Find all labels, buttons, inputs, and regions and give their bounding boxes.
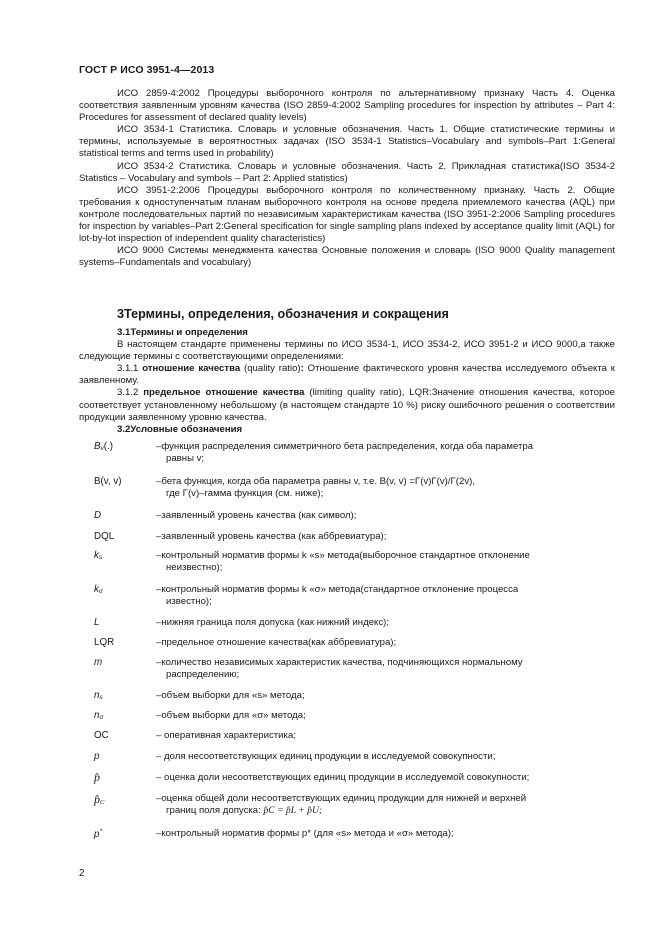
symbol-description: –количество независимых характеристик качества, подчиняющихся нормальному распределению;: [156, 657, 523, 681]
symbol-description: –нижняя граница поля допуска (как нижний индекс);: [156, 617, 389, 628]
symbol-description: –предельное отношение качества(как аббревиатура);: [156, 637, 397, 648]
symbol-description: –контрольный норматив формы k «σ» метода(стандартное отклонение процесса известно);: [156, 584, 519, 608]
formula-p-hat-c: p̂C = p̂L + p̂U;: [263, 805, 323, 817]
symbol-ns: ns: [94, 690, 103, 701]
subsection-title: 3.2Условные обозначения: [117, 423, 243, 435]
symbol-nsigma: nσ: [94, 710, 104, 721]
symbol-description: –оценка общей доли несоответствующих единиц продукции для нижней и верхней границ поля допуска: p̂C = p̂L + p̂U;: [156, 793, 527, 817]
symbol-LQR: LQR: [94, 637, 115, 648]
symbol-DQL: DQL: [94, 531, 115, 542]
term-number: 3.1.1: [117, 363, 139, 375]
reference-item: ИСО 3951-2:2006 Процедуры выборочного контроля по количественному признаку. Часть 2. Общие требования к одноступенчатым планам выборочного контроля на основе предела приемлемого качества (AQL) при контроле последовательных партий по независимым характеристикам качества (ISO 3951-2:2006 Sampling procedures for inspection by variables–Part 2:General specification for single sampling plans indexed by acceptance quality limit (AQL) for lot-by-lot inspection of independent quality characteristics): [79, 184, 615, 245]
section-title: 3Термины, определения, обозначения и сокращения: [117, 307, 449, 321]
term-name: отношение качества: [142, 363, 241, 375]
normative-references: [79, 88, 615, 269]
symbol-Bv: Bv(.): [94, 441, 114, 452]
term-3-1-1: [79, 363, 615, 387]
symbol-p-star: p*: [94, 828, 102, 840]
section-body: [79, 327, 615, 436]
symbol-description: –заявленный уровень качества (как аббревиатура);: [156, 531, 387, 542]
term-english: (quality ratio): [240, 363, 301, 375]
term-definition: (limiting quality ratio), LQR:Значение отношения качества, которое соответствует установленному небольшому (в настоящем стандарте 10 %) риску ошибочного решения о соответствии продукции заявленному уровню качества.: [79, 387, 615, 423]
reference-item: ИСО 3534-2 Статистика. Словарь и условные обозначения. Часть 2. Прикладная статистика(ISO 3534-2 Statistics – Vocabulary and symbols – Part 2: Applied statistics): [79, 160, 615, 184]
reference-item: ИСО 9000 Системы менеджмента качества Основные положения и словарь (ISO 9000 Quality management systems–Fundamentals and vocabulary): [79, 245, 615, 269]
symbol-description: – доля несоответствующих единиц продукции в исследуемой совокупности;: [156, 751, 496, 762]
reference-item: ИСО 2859-4:2002 Процедуры выборочного контроля по альтернативному признаку Часть 4. Оценка соответствия заявленным уровням качества (ISO 2859-4:2002 Sampling procedures for inspection by attributes – Part 4: Procedures for assessment of declared quality levels): [79, 88, 615, 124]
term-3-1-2: [79, 387, 615, 423]
symbol-OC: OC: [94, 730, 109, 741]
symbol-description: –объем выборки для «s» метода;: [156, 690, 305, 701]
symbol-D: D: [94, 510, 102, 521]
symbol-description: –контрольный норматив формы p* (для «s» метода и «σ» метода);: [156, 828, 454, 839]
symbol-p-hat: p̂: [94, 770, 100, 784]
symbol-description: –заявленный уровень качества (как символ);: [156, 510, 357, 521]
term-name: предельное отношение качества: [143, 387, 305, 399]
term-number: 3.1.2: [117, 387, 139, 399]
reference-item: ИСО 3534-1 Статистика. Словарь и условные обозначения. Часть 1. Общие статистические термины и термины, используемые в вероятностных задачах (ISO 3534-1 Statistics–Vocabulary and symbols–Part 1:General statistical terms and terms used in probability): [79, 124, 615, 160]
symbol-m: m: [94, 657, 103, 668]
symbol-L: L: [94, 617, 100, 628]
symbol-p-hat-C: p̂C: [94, 792, 105, 806]
symbol-p: p: [94, 751, 100, 762]
symbol-description: – оценка доли несоответствующих единиц продукции в исследуемой совокупности;: [156, 772, 530, 783]
symbol-ksigma: kσ: [94, 584, 103, 595]
document-header: ГОСТ Р ИСО 3951-4—2013: [79, 64, 215, 76]
symbol-description: – оперативная характеристика;: [156, 730, 296, 741]
symbol-description: –объем выборки для «σ» метода;: [156, 710, 306, 721]
page-number: 2: [79, 868, 85, 879]
term-colon: :: [300, 363, 304, 375]
subsection-title: 3.1Термины и определения: [117, 327, 248, 338]
symbol-description: –функция распределения симметричного бета распределения, когда оба параметра равны v;: [156, 441, 534, 465]
symbol-description: –бета функция, когда оба параметра равны v, т.е. B(v, v) =Γ(v)Γ(v)/Γ(2v), где Γ(v)–гамма функция (см. ниже);: [156, 476, 475, 500]
term-definition: Отношение фактического уровня качества исследуемого объекта к заявленному.: [79, 363, 615, 387]
symbol-B-vv: B(v, v): [94, 476, 122, 487]
intro-paragraph: В настоящем стандарте применены термины по ИСО 3534-1, ИСО 3534-2, ИСО 3951-2 и ИСО 9000,а также следующие термины с соответствующими определениями:: [79, 339, 615, 363]
symbol-ks: ks: [94, 550, 103, 561]
symbol-description: –контрольный норматив формы k «s» метода(выборочное стандартное отклонение неизвестно);: [156, 550, 530, 574]
